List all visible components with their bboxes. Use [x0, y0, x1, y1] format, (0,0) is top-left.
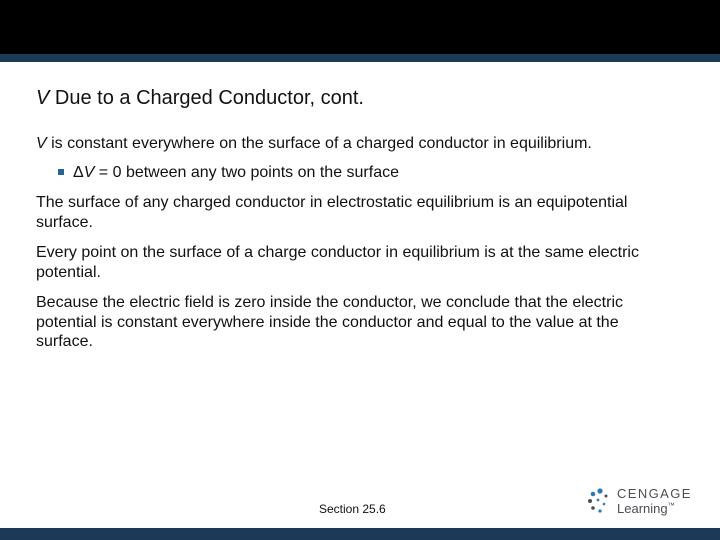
bullet-square-icon — [58, 169, 64, 175]
bullet-delta-v — [58, 163, 399, 183]
paragraph-constant-potential — [36, 134, 676, 154]
logo-wordmark-top: CENGAGE — [617, 486, 692, 501]
paragraph-inside-conductor: Because the electric field is zero inside the conductor, we conclude that the electric potential is constant everywhere inside the conductor and equal to the value at the surface. — [36, 294, 623, 350]
logo-trademark: ™ — [667, 502, 675, 510]
bullet-variable: V — [83, 164, 95, 181]
p1-variable: V — [36, 135, 47, 152]
bullet-delta: Δ — [73, 164, 84, 181]
section-label: Section 25.6 — [319, 502, 386, 516]
paragraph-equipotential-surface: The surface of any charged conductor in electrostatic equilibrium is an equipotential surface. — [36, 194, 628, 231]
cengage-logo — [586, 484, 698, 518]
logo-wordmark-bottom — [617, 501, 675, 516]
footer-bar — [0, 528, 720, 540]
slide-title — [36, 86, 364, 110]
p1-text: is constant everywhere on the surface of a charged conductor in equilibrium. — [46, 135, 592, 152]
bullet-text: = 0 between any two points on the surface — [94, 164, 399, 181]
header-bar — [0, 0, 720, 54]
logo-learning-text: Learning — [617, 501, 668, 516]
cengage-dots-icon — [586, 487, 614, 515]
paragraph-same-potential: Every point on the surface of a charge conductor in equilibrium is at the same electric potential. — [36, 244, 639, 281]
title-text: Due to a Charged Conductor, cont. — [49, 87, 364, 109]
title-variable: V — [36, 87, 50, 109]
header-accent-stripe — [0, 54, 720, 62]
